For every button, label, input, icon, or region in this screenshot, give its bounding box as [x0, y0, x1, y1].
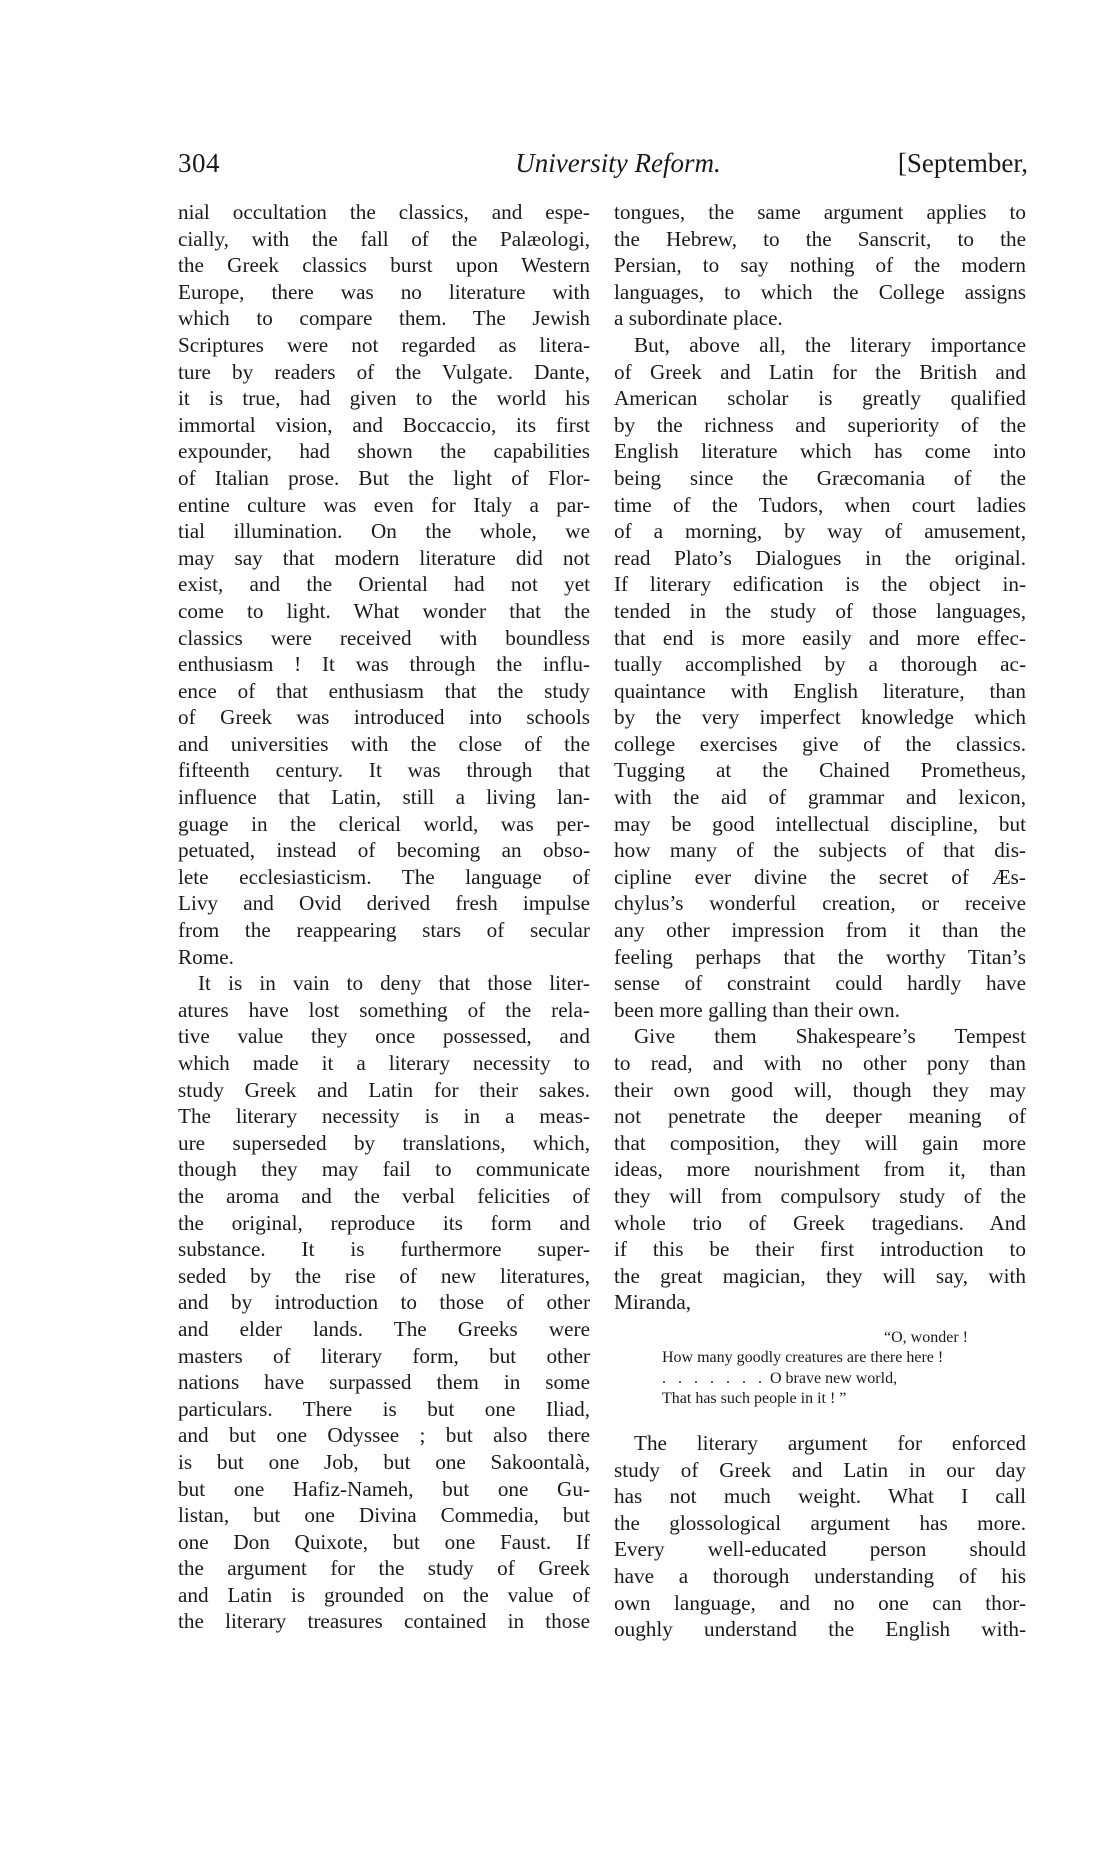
right-column [614, 199, 1026, 1643]
text-line: if this be their first introduction to [614, 1237, 1026, 1262]
text-line: tongues, the same argument applies to [614, 200, 1026, 224]
text-line: fifteenth century. It was through that [178, 758, 590, 783]
text-line: masters of literary form, but other [178, 1343, 590, 1368]
text-line: has not much weight. What I call [614, 1484, 1026, 1509]
text-line: The literary argument for enforced [634, 1430, 1026, 1455]
quote-line: That has such people in it ! ” [662, 1390, 847, 1408]
text-line: one Don Quixote, but one Faust. If [178, 1529, 590, 1554]
text-line: substance. It is furthermore super- [178, 1237, 590, 1262]
text-line: time of the Tudors, when court ladies [614, 492, 1026, 517]
text-line: of a morning, by way of amusement, [614, 519, 1026, 544]
text-line: and but one Odyssee ; but also there [178, 1423, 590, 1448]
text-line: a subordinate place. [614, 306, 783, 331]
text-line: oughly understand the English with- [614, 1617, 1026, 1642]
text-line: languages, to which the College assigns [614, 279, 1026, 304]
right-column-text-before-quote [614, 199, 1026, 1316]
text-line: enthusiasm ! It was through the influ- [178, 652, 590, 677]
left-column [178, 199, 590, 1635]
text-line: the Hebrew, to the Sanscrit, to the [614, 226, 1026, 251]
text-line: and elder lands. The Greeks were [178, 1316, 590, 1341]
text-line: read Plato’s Dialogues in the original. [614, 545, 1026, 570]
text-line: from the reappearing stars of secular [178, 918, 590, 943]
text-line: If literary edification is the object in- [614, 572, 1026, 597]
text-line: have a thorough understanding of his [614, 1563, 1026, 1588]
text-line: study of Greek and Latin in our day [614, 1457, 1026, 1482]
text-line: the aroma and the verbal felicities of [178, 1183, 590, 1208]
quote-line: “O, wonder ! [884, 1328, 968, 1346]
text-line: chylus’s wonderful creation, or receive [614, 891, 1026, 916]
running-date: [September, [897, 148, 1028, 178]
text-line: American scholar is greatly qualified [614, 386, 1026, 411]
text-line: tended in the study of those languages, [614, 598, 1026, 623]
text-line: The literary necessity is in a meas- [178, 1104, 590, 1129]
text-line: though they may fail to communicate [178, 1157, 590, 1182]
text-line: which made it a literary necessity to [178, 1051, 590, 1075]
text-line: Tugging at the Chained Prometheus, [614, 758, 1026, 783]
text-line: influence that Latin, still a living lan- [178, 785, 590, 810]
text-line: college exercises give of the classics. [614, 731, 1026, 756]
text-line: and universities with the close of the [178, 731, 590, 756]
text-line: but one Hafiz-Nameh, but one Gu- [178, 1476, 590, 1501]
text-line: particulars. There is but one Iliad, [178, 1396, 590, 1421]
text-line: cially, with the fall of the Palæologi, [178, 226, 590, 251]
text-line: Rome. [178, 944, 234, 969]
quote-line: How many goodly creatures are there here ! [662, 1349, 944, 1367]
text-line: being since the Græcomania of the [614, 465, 1026, 490]
text-line: petuated, instead of becoming an obso- [178, 838, 590, 863]
page-number: 304 [178, 148, 220, 178]
text-line: guage in the clerical world, was per- [178, 811, 590, 836]
text-line: Scriptures were not regarded as litera- [178, 332, 590, 357]
block-quote [614, 1328, 1026, 1410]
text-line: cipline ever divine the secret of Æs- [614, 864, 1026, 889]
text-line: Miranda, [614, 1290, 692, 1315]
text-line: Persian, to say nothing of the modern [614, 253, 1026, 278]
text-line: feeling perhaps that the worthy Titan’s [614, 944, 1026, 969]
text-line: sense of constraint could hardly have [614, 971, 1026, 996]
text-line: with the aid of grammar and lexicon, [614, 785, 1026, 810]
text-line: ure superseded by translations, which, [178, 1130, 590, 1155]
text-line: atures have lost something of the rela- [178, 997, 590, 1022]
text-line: may say that modern literature did not [178, 545, 590, 570]
text-line: expounder, had shown the capabilities [178, 439, 590, 464]
text-line: classics were received with boundless [178, 625, 590, 650]
text-line: the great magician, they will say, with [614, 1263, 1026, 1288]
text-line: that end is more easily and more effec- [614, 625, 1026, 650]
text-line: whole trio of Greek tragedians. And [614, 1210, 1026, 1235]
text-line: and by introduction to those of other [178, 1290, 590, 1315]
text-line: Every well-educated person should [614, 1537, 1026, 1562]
text-line: their own good will, though they may [614, 1077, 1026, 1102]
text-line: nial occultation the classics, and espe- [178, 200, 590, 224]
running-head [178, 148, 1028, 184]
text-line: which to compare them. The Jewish [178, 306, 590, 331]
text-line: It is in vain to deny that those liter- [198, 971, 590, 996]
text-line: of Italian prose. But the light of Flor- [178, 465, 590, 490]
text-line: ideas, more nourishment from it, than [614, 1157, 1026, 1182]
text-line: Livy and Ovid derived fresh impulse [178, 891, 590, 916]
text-line: and Latin is grounded on the value of [178, 1582, 590, 1607]
quote-line: . . . . . . . O brave new world, [662, 1369, 898, 1387]
running-title: University Reform. [515, 148, 721, 178]
text-line: Europe, there was no literature with [178, 279, 590, 304]
text-line: of Greek and Latin for the British and [614, 359, 1026, 384]
text-line: the Greek classics burst upon Western [178, 253, 590, 278]
text-line: study Greek and Latin for their sakes. [178, 1077, 590, 1102]
text-line: But, above all, the literary importance [634, 332, 1026, 357]
text-line: the literary treasures contained in those [178, 1609, 590, 1634]
text-line: exist, and the Oriental had not yet [178, 572, 590, 597]
text-line: to read, and with no other pony than [614, 1051, 1026, 1075]
text-line: entine culture was even for Italy a par- [178, 492, 590, 517]
text-line: by the richness and superiority of the [614, 412, 1026, 437]
text-line: is but one Job, but one Sakoontalà, [178, 1449, 590, 1474]
text-line: not penetrate the deeper meaning of [614, 1104, 1026, 1129]
text-line: the argument for the study of Greek [178, 1556, 590, 1581]
text-line: may be good intellectual discipline, but [614, 811, 1026, 836]
text-line: tually accomplished by a thorough ac- [614, 652, 1026, 677]
text-line: lete ecclesiasticism. The language of [178, 864, 590, 889]
text-line: of Greek was introduced into schools [178, 705, 590, 730]
text-line: by the very imperfect knowledge which [614, 705, 1026, 730]
text-line: how many of the subjects of that dis- [614, 838, 1026, 863]
text-line: quaintance with English literature, than [614, 678, 1026, 703]
text-line: any other impression from it than the [614, 918, 1026, 943]
text-line: come to light. What wonder that the [178, 598, 590, 623]
text-line: the original, reproduce its form and [178, 1210, 590, 1235]
text-line: seded by the rise of new literatures, [178, 1263, 590, 1288]
text-line: ture by readers of the Vulgate. Dante, [178, 359, 590, 384]
text-line: been more galling than their own. [614, 997, 900, 1022]
text-line: listan, but one Divina Commedia, but [178, 1503, 590, 1528]
text-line: own language, and no one can thor- [614, 1590, 1026, 1615]
text-line: immortal vision, and Boccaccio, its first [178, 412, 590, 437]
right-column-text-after-quote [614, 1430, 1026, 1643]
text-line: nations have surpassed them in some [178, 1370, 590, 1395]
text-line: ence of that enthusiasm that the study [178, 678, 590, 703]
text-line: Give them Shakespeare’s Tempest [634, 1024, 1026, 1049]
text-line: tive value they once possessed, and [178, 1024, 590, 1049]
text-line: tial illumination. On the whole, we [178, 519, 590, 544]
text-line: it is true, had given to the world his [178, 386, 590, 411]
text-line: they will from compulsory study of the [614, 1183, 1026, 1208]
text-line: English literature which has come into [614, 439, 1026, 464]
text-line: the glossological argument has more. [614, 1510, 1026, 1535]
text-line: that composition, they will gain more [614, 1130, 1026, 1155]
